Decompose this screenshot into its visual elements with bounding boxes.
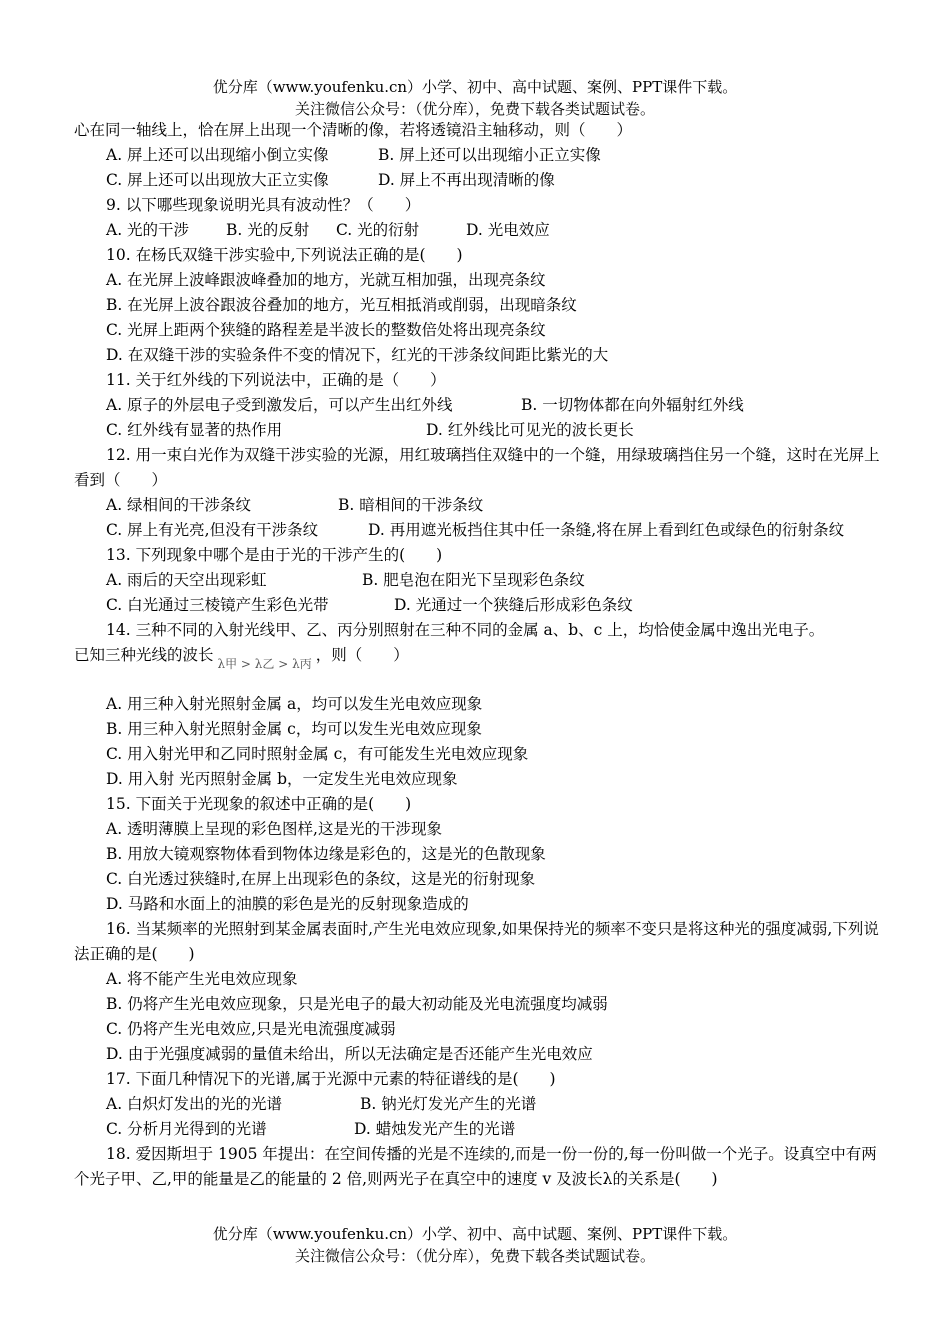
- q11-option-a: A. 原子的外层电子受到激发后，可以产生出红外线: [106, 396, 453, 414]
- q11-option-c: C. 红外线有显著的热作用: [106, 421, 283, 439]
- q17-option-a: A. 白炽灯发出的光的光谱: [106, 1095, 283, 1113]
- q16-option-b: B. 仍将产生光电效应现象，只是光电子的最大初动能及光电流强度均减弱: [106, 995, 608, 1013]
- q12-options-row-1: [74, 493, 880, 518]
- q9-option-c: C. 光的衍射: [336, 221, 420, 239]
- page-footer: [0, 1223, 950, 1267]
- q16-option-c: C. 仍将产生光电效应,只是光电流强度减弱: [106, 1020, 396, 1038]
- footer-line-2: 关注微信公众号：（优分库），免费下载各类试题试卷。: [294, 1247, 655, 1265]
- q18-stem: 18. 爱因斯坦于 1905 年提出：在空间传播的光是不连续的,而是一份一份的,每一份叫做一个光子。设真空中有两个光子甲、乙,甲的能量是乙的能量的 2 倍,则两光子在真空中的速度 v 及波长λ的关系是( ): [74, 1145, 877, 1188]
- q17-option-b: B. 钠光灯发光产生的光谱: [360, 1095, 537, 1113]
- q14-stem: 14. 三种不同的入射光线甲、乙、丙分别照射在三种不同的金属 a、b、c 上，均恰使金属中逸出光电子。: [106, 621, 825, 639]
- q11-stem: 11. 关于红外线的下列说法中，正确的是（ ）: [106, 371, 446, 389]
- q12-option-d: D. 再用遮光板挡住其中任一条缝,将在屏上看到红色或绿色的衍射条纹: [368, 521, 845, 539]
- q13-option-c: C. 白光通过三棱镜产生彩色光带: [106, 596, 329, 614]
- q8-stem-continuation: 心在同一轴线上，恰在屏上出现一个清晰的像，若将透镜沿主轴移动，则（ ）: [74, 121, 633, 139]
- q13-option-b: B. 肥皂泡在阳光下呈现彩色条纹: [362, 571, 585, 589]
- q13-option-d: D. 光通过一个狭缝后形成彩色条纹: [394, 596, 633, 614]
- q9-options: [74, 218, 880, 243]
- q12-stem: 12. 用一束白光作为双缝干涉实验的光源，用红玻璃挡住双缝中的一个缝，用绿玻璃挡住另一个缝，这时在光屏上看到（ ）: [74, 446, 880, 489]
- q14-stem-end: ，则（ ）: [315, 646, 409, 664]
- q14-option-d: D. 用入射 光丙照射金属 b，一定发生光电效应现象: [106, 770, 458, 788]
- q17-option-c: C. 分析月光得到的光谱: [106, 1120, 267, 1138]
- q13-options-row-2: [74, 593, 880, 618]
- q14-option-a: A. 用三种入射光照射金属 a，均可以发生光电效应现象: [106, 695, 483, 713]
- q15-stem: 15. 下面关于光现象的叙述中正确的是( ): [106, 795, 412, 813]
- q13-option-a: A. 雨后的天空出现彩虹: [106, 571, 267, 589]
- header-line-2: 关注微信公众号：（优分库），免费下载各类试题试卷。: [294, 100, 655, 118]
- q10-option-d: D. 在双缝干涉的实验条件不变的情况下，红光的干涉条纹间距比紫光的大: [106, 346, 609, 364]
- q8-options-row-1: [74, 143, 880, 168]
- q10-option-a: A. 在光屏上波峰跟波峰叠加的地方，光就互相加强，出现亮条纹: [106, 271, 546, 289]
- q16-option-d: D. 由于光强度减弱的量值未给出，所以无法确定是否还能产生光电效应: [106, 1045, 593, 1063]
- q10-option-b: B. 在光屏上波谷跟波谷叠加的地方，光互相抵消或削弱，出现暗条纹: [106, 296, 577, 314]
- q10-option-c: C. 光屏上距两个狭缝的路程差是半波长的整数倍处将出现亮条纹: [106, 321, 546, 339]
- q15-option-a: A. 透明薄膜上呈现的彩色图样,这是光的干涉现象: [106, 820, 442, 838]
- q16-stem: 16. 当某频率的光照射到某金属表面时,产生光电效应现象,如果保持光的频率不变只是将这种光的强度减弱,下列说法正确的是( ): [74, 920, 879, 963]
- q8-option-d: D. 屏上不再出现清晰的像: [378, 171, 555, 189]
- footer-line-1: 优分库（www.youfenku.cn）小学、初中、高中试题、案例、PPT课件下载。: [212, 1225, 738, 1243]
- q17-option-d: D. 蜡烛发光产生的光谱: [354, 1120, 516, 1138]
- q13-options-row-1: [74, 568, 880, 593]
- q14-stem-part: 已知三种光线的波长: [74, 646, 214, 664]
- q9-option-b: B. 光的反射: [226, 221, 310, 239]
- q14-option-b: B. 用三种入射光照射金属 c，均可以发生光电效应现象: [106, 720, 482, 738]
- q9-option-d: D. 光电效应: [466, 221, 550, 239]
- q16-option-a: A. 将不能产生光电效应现象: [106, 970, 298, 988]
- page-header: [0, 76, 950, 120]
- q8-option-c: C. 屏上还可以出现放大正立实像: [106, 171, 329, 189]
- q8-option-a: A. 屏上还可以出现缩小倒立实像: [106, 146, 329, 164]
- q12-options-row-2: [74, 518, 880, 543]
- q12-option-c: C. 屏上有光亮,但没有干涉条纹: [106, 521, 319, 539]
- q15-option-d: D. 马路和水面上的油膜的彩色是光的反射现象造成的: [106, 895, 469, 913]
- question-list: [74, 118, 880, 1192]
- q14-stem-line-2: [74, 643, 880, 671]
- q8-options-row-2: [74, 168, 880, 193]
- q12-option-b: B. 暗相间的干涉条纹: [338, 496, 484, 514]
- q14-spacer: [74, 668, 880, 692]
- q11-options-row-1: [74, 393, 880, 418]
- q9-option-a: A. 光的干涉: [106, 221, 190, 239]
- q13-stem: 13. 下列现象中哪个是由于光的干涉产生的( ): [106, 546, 443, 564]
- q8-option-b: B. 屏上还可以出现缩小正立实像: [378, 146, 601, 164]
- q17-stem: 17. 下面几种情况下的光谱,属于光源中元素的特征谱线的是( ): [106, 1070, 556, 1088]
- q12-option-a: A. 绿相间的干涉条纹: [106, 496, 252, 514]
- q14-option-c: C. 用入射光甲和乙同时照射金属 c，有可能发生光电效应现象: [106, 745, 529, 763]
- q11-options-row-2: [74, 418, 880, 443]
- q17-options-row-1: [74, 1092, 880, 1117]
- q11-option-b: B. 一切物体都在向外辐射红外线: [521, 396, 744, 414]
- q11-option-d: D. 红外线比可见光的波长更长: [426, 421, 634, 439]
- q15-option-b: B. 用放大镜观察物体看到物体边缘是彩色的，这是光的色散现象: [106, 845, 546, 863]
- q15-option-c: C. 白光透过狭缝时,在屏上出现彩色的条纹，这是光的衍射现象: [106, 870, 536, 888]
- q10-stem: 10. 在杨氏双缝干涉实验中,下列说法正确的是( ): [106, 246, 463, 264]
- q17-options-row-2: [74, 1117, 880, 1142]
- q9-stem: 9. 以下哪些现象说明光具有波动性？（ ）: [106, 196, 421, 214]
- wavelength-formula: λ甲 > λ乙 > λ丙: [217, 657, 312, 671]
- header-line-1: 优分库（www.youfenku.cn）小学、初中、高中试题、案例、PPT课件下载。: [212, 78, 738, 96]
